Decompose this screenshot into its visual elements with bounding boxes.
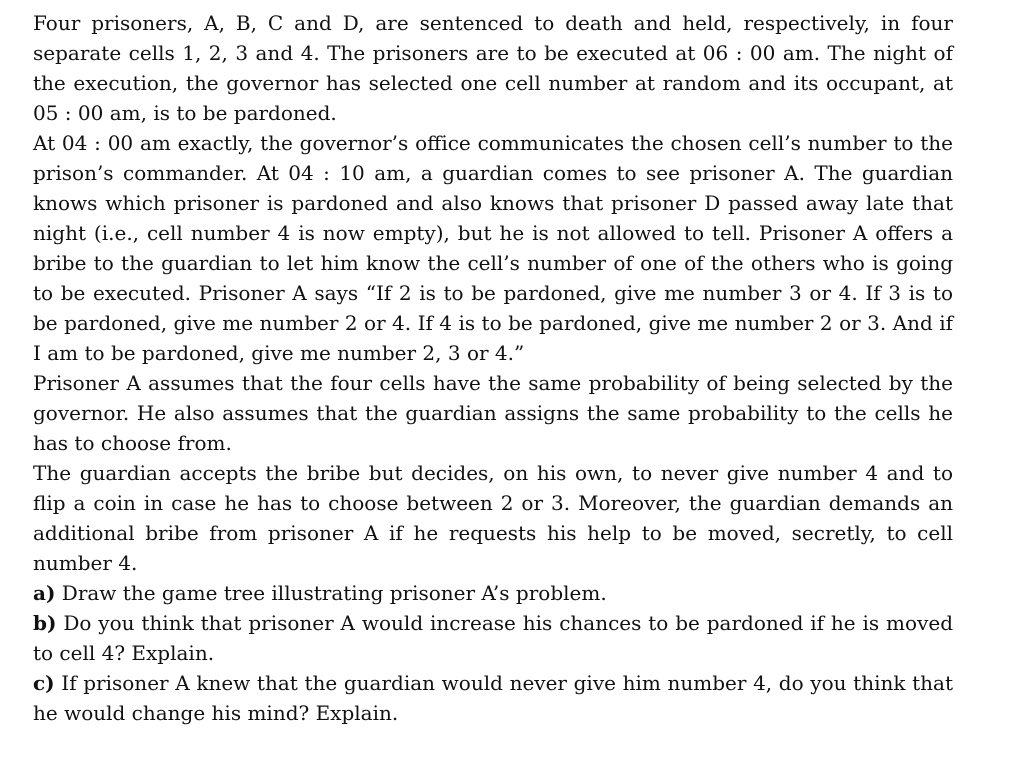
question-a-text: Draw the game tree illustrating prisoner A’s problem. [61, 581, 607, 605]
question-c [33, 668, 953, 728]
problem-statement [33, 8, 953, 728]
question-b-label: b) [33, 611, 57, 635]
paragraph-guardian-visit: At 04 : 00 am exactly, the governor’s office communicates the chosen cell’s number to the prison’s commander. At 04 : 10 am, a guardian comes to see prisoner A. The guardian knows which prisoner is pardoned and also knows that prisoner D passed away late that night (i.e., cell number 4 is now empty), but he is not allowed to tell. Prisoner A offers a bribe to the guardian to let him know the cell’s number of one of the others who is going to be executed. Prisoner A says “If 2 is to be pardoned, give me number 3 or 4. If 3 is to be pardoned, give me number 2 or 4. If 4 is to be pardoned, give me number 2 or 3. And if I am to be pardoned, give me number 2, 3 or 4.” [33, 131, 953, 365]
question-a [33, 578, 953, 608]
question-b-text: Do you think that prisoner A would increase his chances to be pardoned if he is moved to cell 4? Explain. [33, 611, 954, 665]
paragraph-assumptions: Prisoner A assumes that the four cells have the same probability of being selected by the governor. He also assumes that the guardian assigns the same probability to the cells he has to choose from. [33, 371, 953, 455]
paragraph-setup: Four prisoners, A, B, C and D, are sentenced to death and held, respectively, in four separate cells 1, 2, 3 and 4. The prisoners are to be executed at 06 : 00 am. The night of the execution, the governor has selected one cell number at random and its occupant, at 05 : 00 am, is to be pardoned. [33, 11, 953, 125]
question-c-text: If prisoner A knew that the guardian would never give him number 4, do you think that he would change his mind? Explain. [33, 671, 954, 725]
question-c-label: c) [33, 671, 55, 695]
question-b [33, 608, 953, 668]
paragraph-guardian-decision: The guardian accepts the bribe but decides, on his own, to never give number 4 and to flip a coin in case he has to choose between 2 or 3. Moreover, the guardian demands an additional bribe from prisoner A if he requests his help to be moved, secretly, to cell number 4. [33, 461, 953, 575]
question-a-label: a) [33, 581, 56, 605]
